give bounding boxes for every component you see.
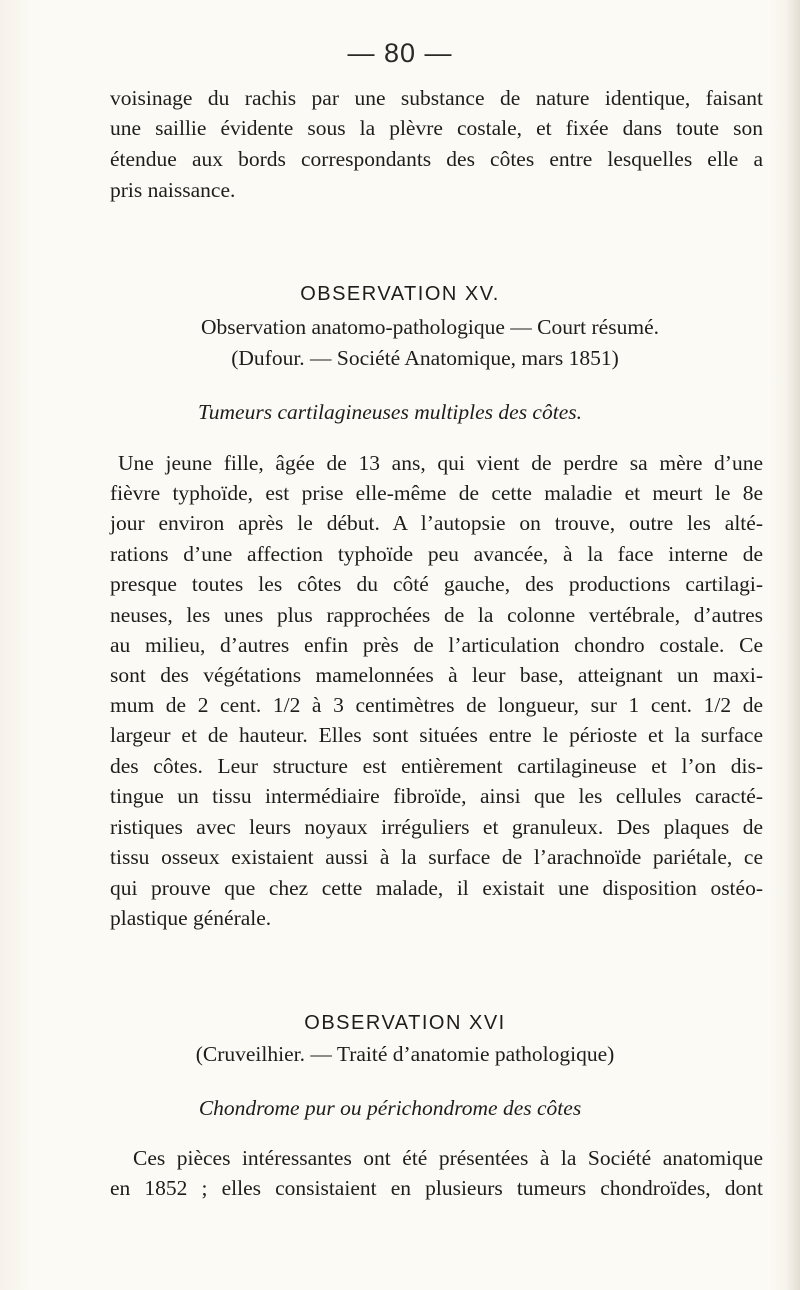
text-line: au milieu, d’autres enfin près de l’articulation chondro costale. Ce: [110, 633, 763, 657]
text-line: tingue un tissu intermédiaire fibroïde, ainsi que les cellules caracté-: [110, 784, 763, 808]
section-heading: OBSERVATION XVI: [304, 1012, 506, 1034]
text-line: qui prouve que chez cette malade, il existait une disposition ostéo-: [110, 876, 763, 900]
page-number: — 80 —: [347, 38, 453, 68]
text-line: fièvre typhoïde, est prise elle-même de cette maladie et meurt le 8e: [110, 481, 763, 505]
text-line: plastique générale.: [110, 906, 272, 930]
text-line: des côtes. Leur structure est entièrement cartilagineuse et l’on dis-: [110, 754, 763, 778]
text-line: mum de 2 cent. 1/2 à 3 centimètres de longueur, sur 1 cent. 1/2 de: [110, 693, 763, 717]
observation-source: (Cruveilhier. — Traité d’anatomie pathologique): [195, 1042, 615, 1066]
observation-title: Chondrome pur ou périchondrome des côtes: [198, 1096, 582, 1120]
text-line: largeur et de hauteur. Elles sont situées entre le périoste et la surface: [110, 723, 763, 747]
observation-source: (Dufour. — Société Anatomique, mars 1851): [231, 346, 619, 370]
text-line: voisinage du rachis par une substance de nature identique, faisant: [110, 86, 763, 110]
page-edge-shadow: [786, 0, 800, 1290]
text-line: jour environ après le début. A l’autopsie on trouve, outre les alté-: [110, 511, 763, 535]
text-line: sont des végétations mamelonnées à leur base, atteignant un maxi-: [110, 663, 763, 687]
text-line: pris naissance.: [110, 178, 236, 202]
text-line: tissu osseux existaient aussi à la surface de l’arachnoïde pariétale, ce: [110, 845, 763, 869]
text-line: en 1852 ; elles consistaient en plusieurs tumeurs chondroïdes, dont: [110, 1176, 763, 1200]
text-line: neuses, les unes plus rapprochées de la colonne vertébrale, d’autres: [110, 603, 763, 627]
text-line: presque toutes les côtes du côté gauche, des productions cartilagi-: [110, 572, 763, 596]
section-heading: OBSERVATION XV.: [300, 283, 500, 305]
text-line: étendue aux bords correspondants des côtes entre lesquelles elle a: [110, 147, 763, 171]
text-line: ristiques avec leurs noyaux irréguliers et granuleux. Des plaques de: [110, 815, 763, 839]
observation-title: Tumeurs cartilagineuses multiples des côtes.: [198, 400, 582, 424]
text-line: Une jeune fille, âgée de 13 ans, qui vient de perdre sa mère d’une: [118, 451, 763, 475]
text-line: rations d’une affection typhoïde peu avancée, à la face interne de: [110, 542, 763, 566]
observation-subtitle: Observation anatomo-pathologique — Court résumé.: [201, 315, 659, 339]
text-line: une saillie évidente sous la plèvre costale, et fixée dans toute son: [110, 116, 763, 140]
text-line: Ces pièces intéressantes ont été présentées à la Société anatomique: [133, 1146, 763, 1170]
